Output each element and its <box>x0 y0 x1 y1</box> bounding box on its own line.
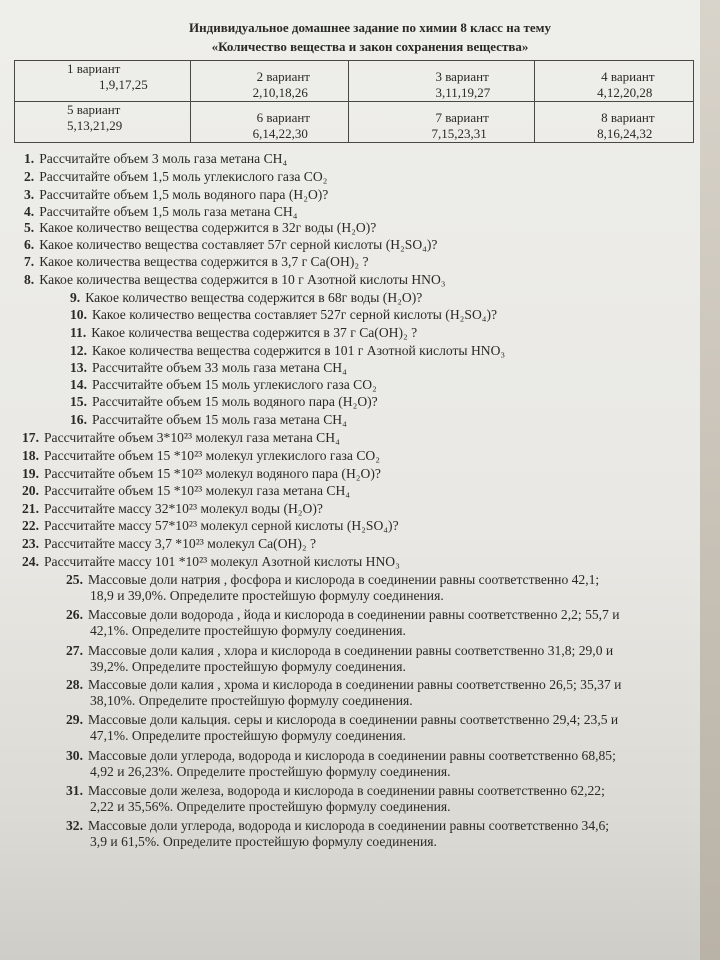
question-text-continued: 2,22 и 35,56%. Определите простейшую формулу соединения. <box>90 799 451 814</box>
table-row <box>15 102 694 143</box>
list-item <box>70 324 417 341</box>
page-title: Индивидуальное домашнее задание по химии 8 класс на тему <box>189 20 551 35</box>
question-text: Какое количество вещества составляет 57г серной кислоты (H₂SO₄)? <box>39 237 438 252</box>
list-item <box>66 782 605 799</box>
question-text-continued: 18,9 и 39,0%. Определите простейшую формулу соединения. <box>90 588 444 603</box>
variant-numbers: 1,9,17,25 <box>99 77 148 92</box>
list-item <box>24 253 369 270</box>
question-number: 4. <box>24 204 35 219</box>
variants-table <box>14 60 694 143</box>
question-number: 21. <box>22 501 39 516</box>
list-item <box>24 271 446 288</box>
question-text: Рассчитайте объем 3*10²³ молекул газа метана CH₄ <box>44 430 340 445</box>
question-text: Рассчитайте объем 1,5 моль водяного пара (H₂O)? <box>39 187 329 202</box>
question-text: Какое количества вещества содержится в 3,7 г Ca(OH)₂ ? <box>39 254 369 269</box>
question-text: Какое количества вещества содержится в 37 г Ca(OH)₂ ? <box>91 325 418 340</box>
question-text: Рассчитайте объем 3 моль газа метана CH₄ <box>39 151 288 166</box>
variant-label: 3 вариант <box>435 69 489 84</box>
question-number: 17. <box>22 430 39 445</box>
table-cell <box>349 61 535 102</box>
question-number: 31. <box>66 783 83 798</box>
question-text: Рассчитайте объем 15 *10²³ молекул водяного пара (H₂O)? <box>44 466 381 481</box>
question-number: 8. <box>24 272 35 287</box>
question-text: Рассчитайте объем 15 *10²³ молекул газа метана CH₄ <box>44 483 351 498</box>
variant-label: 5 вариант <box>67 102 121 117</box>
list-item <box>24 186 328 203</box>
question-number: 20. <box>22 483 39 498</box>
variant-label: 2 вариант <box>256 69 310 84</box>
list-item <box>24 203 297 220</box>
question-number: 2. <box>24 169 35 184</box>
question-text: Рассчитайте объем 15 *10²³ молекул углекислого газа CO₂ <box>44 448 380 463</box>
question-text: Массовые доли кальция. серы и кислорода в соединении равны соответственно 29,4; 23,5 и <box>88 712 619 727</box>
list-item <box>70 411 347 428</box>
question-number: 16. <box>70 412 87 427</box>
list-item <box>70 289 422 306</box>
list-item <box>66 571 599 588</box>
question-number: 13. <box>70 360 87 375</box>
list-item <box>24 150 287 167</box>
question-number: 26. <box>66 607 83 622</box>
variant-label: 1 вариант <box>67 61 121 76</box>
page-subtitle: «Количество вещества и закон сохранения вещества» <box>211 39 529 54</box>
variant-label: 7 вариант <box>435 110 489 125</box>
variant-numbers: 2,10,18,26 <box>252 85 308 100</box>
list-item <box>66 711 618 728</box>
question-number: 1. <box>24 151 35 166</box>
question-text: Рассчитайте массу 3,7 *10²³ молекул Ca(OH)₂ ? <box>44 536 317 551</box>
question-number: 29. <box>66 712 83 727</box>
list-item <box>24 236 437 253</box>
question-text-continued: 39,2%. Определите простейшую формулу соединения. <box>90 659 406 674</box>
question-text-continued: 47,1%. Определите простейшую формулу соединения. <box>90 728 406 743</box>
question-number: 11. <box>70 325 87 340</box>
variant-numbers: 7,15,23,31 <box>431 126 487 141</box>
list-item <box>70 376 377 393</box>
table-surface <box>700 0 720 960</box>
question-text: Рассчитайте массу 57*10²³ молекул серной кислоты (H₂SO₄)? <box>44 518 399 533</box>
variant-numbers: 6,14,22,30 <box>252 126 308 141</box>
question-text-continued: 38,10%. Определите простейшую формулу соединения. <box>90 693 413 708</box>
table-cell <box>15 61 191 102</box>
list-item <box>70 306 497 323</box>
question-text: Массовые доли натрия , фосфора и кислорода в соединении равны соответственно 42,1; <box>88 572 600 587</box>
question-text: Массовые доли углерода, водорода и кислорода в соединении равны соответственно 68,85; <box>88 748 616 763</box>
list-item <box>22 482 350 499</box>
list-item <box>66 747 616 764</box>
question-text: Рассчитайте массу 32*10²³ молекул воды (H₂O)? <box>44 501 323 516</box>
question-text-continued: 3,9 и 61,5%. Определите простейшую формулу соединения. <box>90 834 437 849</box>
question-text: Какое количества вещества содержится в 10 г Азотной кислоты HNO₃ <box>39 272 446 287</box>
list-item <box>22 517 399 534</box>
list-item <box>22 535 316 552</box>
question-number: 6. <box>24 237 35 252</box>
question-text: Рассчитайте объем 15 моль углекислого газа CO₂ <box>92 377 377 392</box>
question-text: Рассчитайте объем 33 моль газа метана CH₄ <box>92 360 347 375</box>
question-text: Какое количество вещества содержится в 68г воды (H₂O)? <box>85 290 423 305</box>
table-cell <box>190 102 349 143</box>
question-number: 30. <box>66 748 83 763</box>
table-cell <box>190 61 349 102</box>
question-number: 25. <box>66 572 83 587</box>
list-item <box>24 219 376 236</box>
question-number: 28. <box>66 677 83 692</box>
list-item <box>22 447 380 464</box>
variant-label: 8 вариант <box>601 110 655 125</box>
question-text-continued: 42,1%. Определите простейшую формулу соединения. <box>90 623 406 638</box>
list-item <box>70 393 378 410</box>
question-text: Какое количества вещества содержится в 101 г Азотной кислоты HNO₃ <box>92 343 506 358</box>
question-text: Массовые доли железа, водорода и кислорода в соединении равны соответственно 62,22; <box>88 783 605 798</box>
question-text: Массовые доли калия , хлора и кислорода в соединении равны соответственно 31,8; 29,0 и <box>88 643 614 658</box>
question-number: 19. <box>22 466 39 481</box>
variant-numbers: 3,11,19,27 <box>435 85 491 100</box>
list-item <box>22 500 323 517</box>
table-row <box>15 61 694 102</box>
question-text: Массовые доли углерода, водорода и кислорода в соединении равны соответственно 34,6; <box>88 818 610 833</box>
question-number: 5. <box>24 220 35 235</box>
question-text: Рассчитайте массу 101 *10²³ молекул Азотной кислоты HNO₃ <box>44 554 400 569</box>
question-number: 27. <box>66 643 83 658</box>
question-text: Какое количество вещества составляет 527г серной кислоты (H₂SO₄)? <box>92 307 498 322</box>
question-text: Массовые доли калия , хрома и кислорода в соединении равны соответственно 26,5; 35,37 и <box>88 677 622 692</box>
question-number: 9. <box>70 290 81 305</box>
question-number: 23. <box>22 536 39 551</box>
question-number: 18. <box>22 448 39 463</box>
variant-numbers: 4,12,20,28 <box>597 85 653 100</box>
list-item <box>24 168 327 185</box>
list-item <box>70 359 347 376</box>
question-number: 12. <box>70 343 87 358</box>
table-cell <box>349 102 535 143</box>
question-text: Какое количество вещества содержится в 32г воды (H₂O)? <box>39 220 377 235</box>
list-item <box>22 553 400 570</box>
list-item <box>70 342 505 359</box>
question-number: 14. <box>70 377 87 392</box>
question-text: Рассчитайте объем 1,5 моль углекислого газа CO₂ <box>39 169 328 184</box>
question-text: Рассчитайте объем 15 моль газа метана CH₄ <box>92 412 347 427</box>
list-item <box>66 606 620 623</box>
table-cell <box>15 102 191 143</box>
question-number: 22. <box>22 518 39 533</box>
list-item <box>66 676 621 693</box>
list-item <box>22 429 340 446</box>
question-text-continued: 4,92 и 26,23%. Определите простейшую формулу соединения. <box>90 764 451 779</box>
list-item <box>22 465 381 482</box>
question-text: Массовые доли водорода , йода и кислорода в соединении равны соответственно 2,2; 55,7 и <box>88 607 620 622</box>
table-cell <box>535 61 694 102</box>
table-cell <box>535 102 694 143</box>
variant-label: 6 вариант <box>256 110 310 125</box>
question-number: 3. <box>24 187 35 202</box>
variant-label: 4 вариант <box>601 69 655 84</box>
question-number: 10. <box>70 307 87 322</box>
question-number: 15. <box>70 394 87 409</box>
question-text: Рассчитайте объем 1,5 моль газа метана CH₄ <box>39 204 298 219</box>
question-number: 24. <box>22 554 39 569</box>
question-number: 7. <box>24 254 35 269</box>
question-number: 32. <box>66 818 83 833</box>
variant-numbers: 8,16,24,32 <box>597 126 653 141</box>
question-text: Рассчитайте объем 15 моль водяного пара (H₂O)? <box>92 394 378 409</box>
variant-numbers: 5,13,21,29 <box>67 118 123 133</box>
list-item <box>66 817 609 834</box>
list-item <box>66 642 613 659</box>
